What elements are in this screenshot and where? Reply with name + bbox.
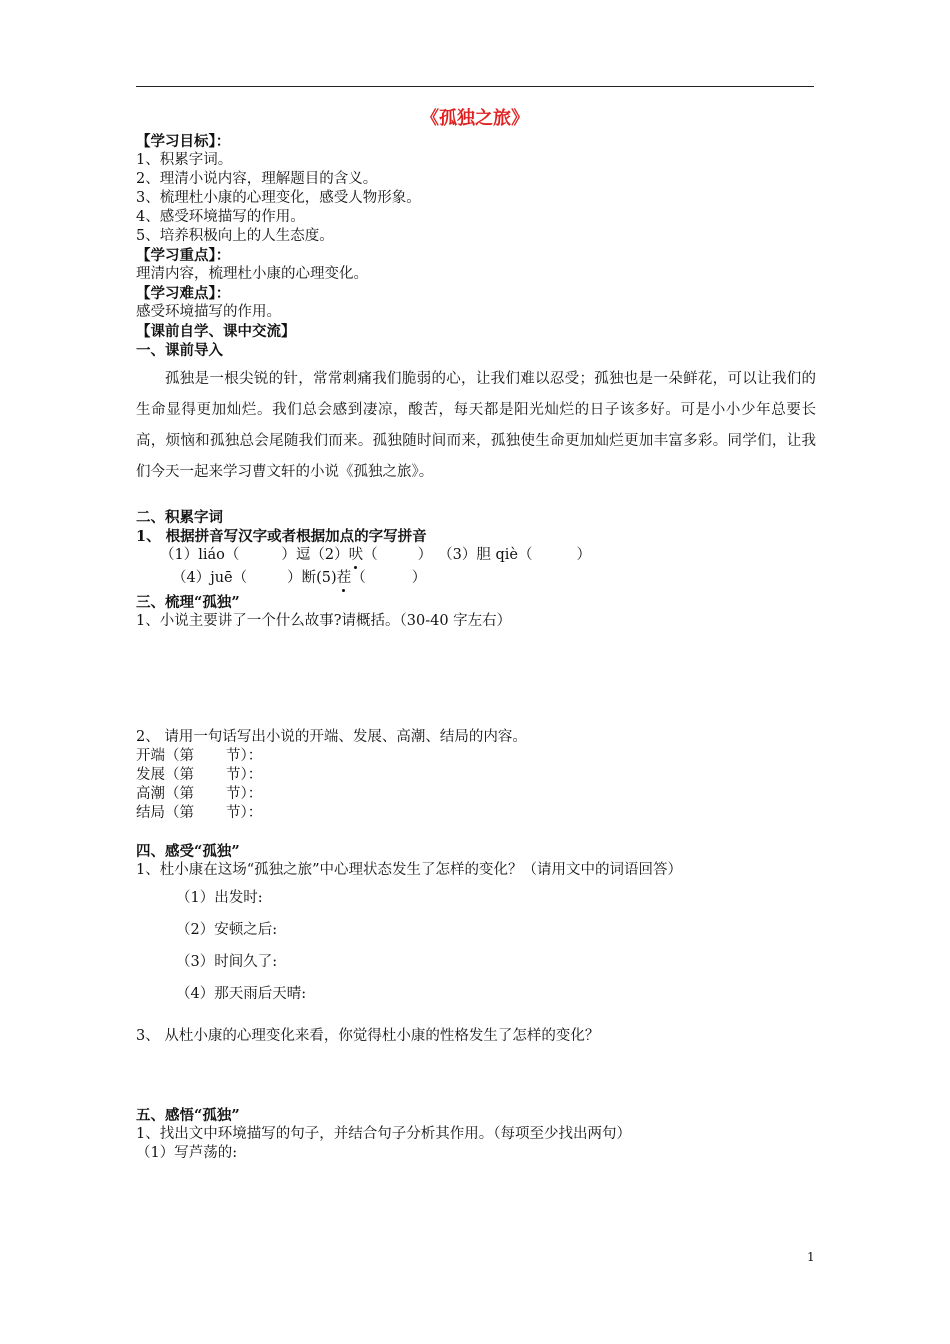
header-rule <box>136 86 814 87</box>
word-item-4-label: （4）juē（ <box>172 570 248 586</box>
plot-stage-row <box>136 747 262 766</box>
mood-item: （4）那天雨后天晴: <box>176 986 307 1002</box>
plot-stage-end: 节）： <box>226 767 263 783</box>
plot-stage-row <box>136 766 262 785</box>
objectives-heading: 【学习目标】： <box>136 133 231 150</box>
section4-question-1: 1、杜小康在这场“孤独之旅”中心理状态发生了怎样的变化？（请用文中的词语回答） <box>136 862 683 878</box>
section3-heading: 三、梳理“孤独” <box>136 594 240 611</box>
word-item-1-label: （1）liáo（ <box>160 547 240 563</box>
word-item-5-open: （ <box>351 570 366 586</box>
mood-item: （2）安顿之后: <box>176 922 278 938</box>
objective-item: 2、理清小说内容，理解题目的含义。 <box>136 171 378 187</box>
plot-stage-end: 节）： <box>226 748 263 764</box>
word-row-1 <box>160 546 591 565</box>
plot-stage-label: 高潮（第 <box>136 786 194 802</box>
word-item-2-label: （2） <box>310 547 349 563</box>
plot-stage-end: 节）： <box>226 786 263 802</box>
section3-question-2: 2、 请用一句话写出小说的开端、发展、高潮、结局的内容。 <box>136 729 527 745</box>
section5-heading: 五、感悟“孤独” <box>136 1107 240 1124</box>
section1-heading: 一、课前导入 <box>136 342 223 359</box>
plot-stage-row <box>136 804 262 823</box>
dotted-character: 吠 <box>348 547 364 563</box>
plot-stage-label: 开端（第 <box>136 748 194 764</box>
plot-stage-label: 发展（第 <box>136 767 194 783</box>
section4-question-3: 3、 从杜小康的心理变化来看，你觉得杜小康的性格发生了怎样的变化？ <box>136 1028 600 1044</box>
section5-question-1: 1、找出文中环境描写的句子，并结合句子分析其作用。（每项至少找出两句） <box>136 1126 631 1142</box>
word-item-3-close: ） <box>576 547 591 563</box>
intro-paragraph: 孤独是一根尖锐的针，常常刺痛我们脆弱的心，让我们难以忍受；孤独也是一朵鲜花，可以让我们的生命显得更加灿烂。我们总会感到凄凉，酸苦，每天都是阳光灿烂的日子该多好。可是小小少年总要长高，烦恼和孤独总会尾随我们而来。孤独随时间而来，孤独使生命更加灿烂更加丰富多彩。同学们，让我们今天一起来学习曹文轩的小说《孤独之旅》。 <box>136 371 816 480</box>
word-item-5-label: (5) <box>316 570 337 586</box>
objective-item: 1、积累字词。 <box>136 152 233 168</box>
plot-stage-end: 节）： <box>226 805 263 821</box>
objective-item: 5、培养积极向上的人生态度。 <box>136 228 334 244</box>
word-item-3-label: （3）胆 qiè（ <box>438 547 533 563</box>
section2-question-1: 1、 根据拼音写汉字或者根据加点的字写拼音 <box>136 528 427 545</box>
page-number: 1 <box>807 1250 815 1264</box>
section4-heading: 四、感受“孤独” <box>136 843 240 860</box>
key-points-text: 理清内容，梳理杜小康的心理变化。 <box>136 266 368 282</box>
section2-heading: 二、积累字词 <box>136 509 223 526</box>
word-item-2-close: ） <box>417 547 433 563</box>
key-points-heading: 【学习重点】： <box>136 247 231 264</box>
objective-item: 3、梳理杜小康的心理变化，感受人物形象。 <box>136 190 421 206</box>
word-row-2 <box>172 569 426 588</box>
dotted-character: 茬 <box>336 570 352 586</box>
mood-item: （1）出发时: <box>176 890 263 906</box>
self-study-heading: 【课前自学、课中交流】 <box>136 323 296 340</box>
section3-question-1: 1、小说主要讲了一个什么故事?请概括。（30-40 字左右） <box>136 613 512 629</box>
word-item-1-end: ）逗 <box>281 547 311 563</box>
mood-item: （3）时间久了: <box>176 954 278 970</box>
word-item-2-open: （ <box>363 547 378 563</box>
document-title: 《孤独之旅》 <box>421 108 529 129</box>
word-item-5-close: ） <box>411 570 427 586</box>
section5-item-1: （1）写芦荡的: <box>136 1145 238 1161</box>
difficult-points-heading: 【学习难点】： <box>136 285 231 302</box>
plot-stage-row <box>136 785 262 804</box>
word-item-4-end: ）断 <box>287 570 317 586</box>
plot-stage-label: 结局（第 <box>136 805 194 821</box>
objective-item: 4、感受环境描写的作用。 <box>136 209 305 225</box>
difficult-points-text: 感受环境描写的作用。 <box>136 304 281 320</box>
